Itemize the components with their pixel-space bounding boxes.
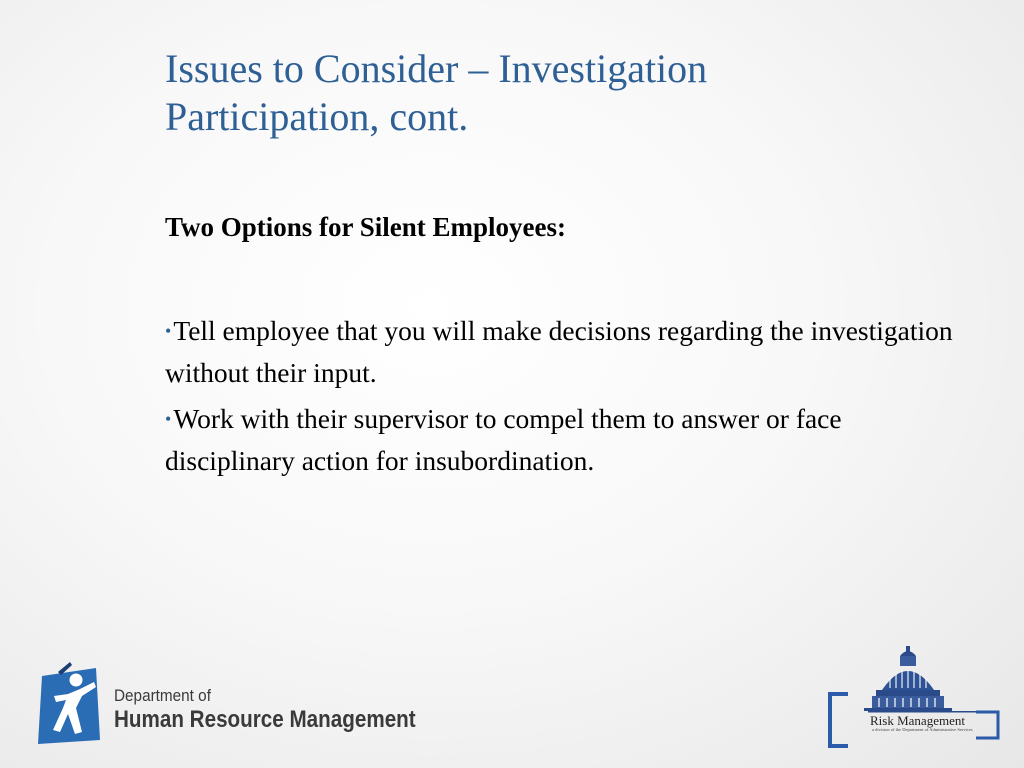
bullet-text: Tell employee that you will make decisions regarding the investigation without their input. — [165, 315, 953, 388]
dhrm-line-1: Department of — [114, 686, 211, 705]
bullet-marker: • — [165, 321, 172, 341]
slide-title-line-1: Issues to Consider – Investigation — [165, 46, 708, 91]
dhrm-line-2: Human Resource Management — [114, 706, 416, 733]
slide-title-line-2: Participation, cont. — [165, 94, 469, 139]
bullet-text: Work with their supervisor to compel them to answer or face disciplinary action for insubordination. — [165, 403, 842, 476]
bullet-list — [165, 310, 975, 486]
bullet-item — [165, 398, 975, 482]
risk-management-logo — [826, 640, 1004, 750]
capitol-dome-icon — [826, 640, 1004, 750]
human-figure-icon — [36, 658, 108, 748]
risk-management-tagline: a division of the Department of Administrative Services — [872, 727, 973, 732]
slide-title — [165, 45, 985, 141]
slide-subheading: Two Options for Silent Employees: — [165, 212, 567, 242]
dhrm-logo — [36, 658, 416, 748]
risk-management-label: Risk Management — [870, 713, 965, 728]
dhrm-wordmark — [114, 686, 465, 734]
bullet-marker: • — [165, 409, 172, 429]
bullet-item — [165, 310, 975, 394]
